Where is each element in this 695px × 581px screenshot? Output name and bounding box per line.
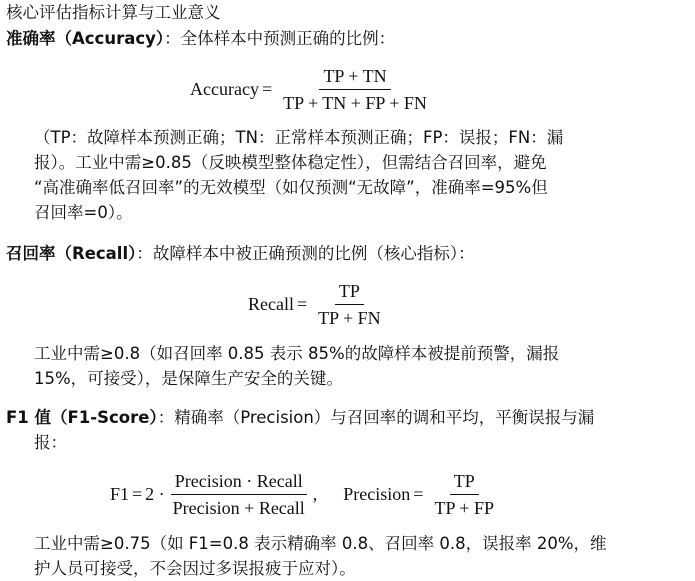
precision-numerator: TP xyxy=(450,470,479,495)
accuracy-description: ：全体样本中预测正确的比例： xyxy=(164,29,396,48)
f1-formula xyxy=(110,470,502,519)
recall-heading-line xyxy=(6,242,475,266)
recall-title: 召回率（Recall） xyxy=(6,244,137,263)
recall-description: ：故障样本中被正确预测的比例（核心指标）： xyxy=(136,244,475,263)
accuracy-formula xyxy=(190,65,435,114)
recall-formula-lhs: Recall xyxy=(248,294,294,314)
recall-numerator: TP xyxy=(335,280,364,305)
f1-numerator: Precision · Recall xyxy=(171,470,307,495)
accuracy-denominator: TP + TN + FP + FN xyxy=(283,93,427,113)
f1-note-line: 工业中需≥0.75（如 F1=0.8 表示精确率 0.8、召回率 0.8，误报率 20%，维 xyxy=(34,534,607,553)
recall-formula xyxy=(248,280,389,329)
precision-formula-lhs: Precision xyxy=(343,484,411,504)
f1-formula-coefficient: 2 · xyxy=(145,484,165,504)
recall-note-line: 15%，可接受），是保障生产安全的关键。 xyxy=(34,369,343,388)
accuracy-fraction xyxy=(279,65,431,114)
accuracy-formula-lhs: Accuracy xyxy=(190,79,259,99)
recall-fraction xyxy=(314,280,385,329)
precision-fraction xyxy=(430,470,498,519)
recall-denominator: TP + FN xyxy=(318,308,381,328)
f1-heading-line xyxy=(6,406,594,430)
f1-denominator: Precision + Recall xyxy=(172,498,305,518)
page-heading: 核心评估指标计算与工业意义 xyxy=(6,3,221,22)
accuracy-heading-line xyxy=(6,27,395,51)
f1-title: F1 值（F1-Score） xyxy=(6,408,158,427)
precision-formula-equals: = xyxy=(413,484,424,504)
f1-formula-separator: , xyxy=(312,484,318,504)
precision-denominator: TP + FP xyxy=(434,498,494,518)
f1-description-continued: 报： xyxy=(34,433,67,452)
f1-note-line: 护人员可接受，不会因过多误报疲于应对）。 xyxy=(34,559,356,578)
accuracy-note-line: “高准确率低召回率”的无效模型（如仅预测“无故障”，准确率=95%但 xyxy=(34,178,548,197)
accuracy-note-line: 报）。工业中需≥0.85（反映模型整体稳定性），但需结合召回率，避免 xyxy=(34,153,547,172)
accuracy-numerator: TP + TN xyxy=(319,65,390,90)
accuracy-note-line: 召回率=0）。 xyxy=(34,203,133,222)
f1-formula-lhs: F1 xyxy=(110,484,130,504)
accuracy-title: 准确率（Accuracy） xyxy=(6,29,165,48)
f1-formula-equals: = xyxy=(132,484,143,504)
recall-formula-equals: = xyxy=(296,294,308,314)
f1-description: ：精确率（Precision）与召回率的调和平均，平衡误报与漏 xyxy=(157,408,595,427)
recall-note-line: 工业中需≥0.8（如召回率 0.85 表示 85%的故障样本被提前预警，漏报 xyxy=(34,344,560,363)
accuracy-formula-equals: = xyxy=(261,79,273,99)
f1-fraction xyxy=(169,470,309,519)
accuracy-note-line: （TP：故障样本预测正确；TN：正常样本预测正确；FP：误报；FN：漏 xyxy=(34,128,564,147)
